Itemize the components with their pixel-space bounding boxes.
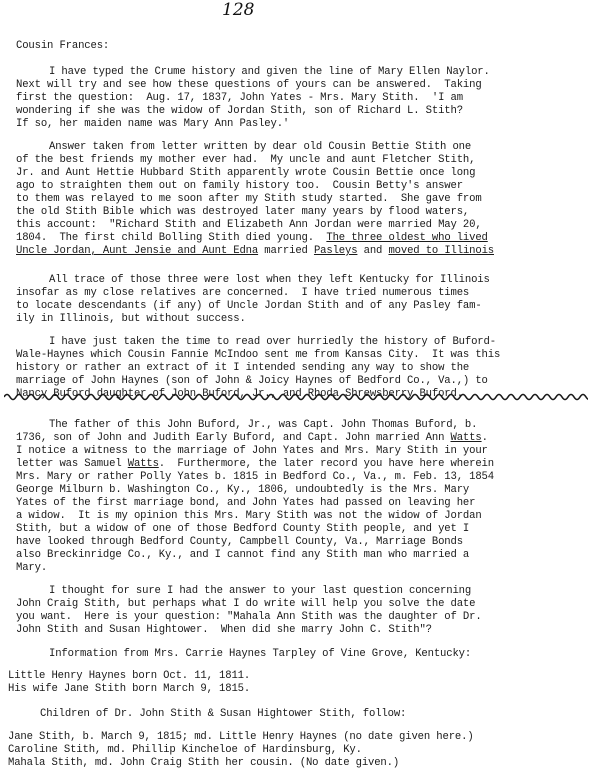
paragraph-6-line: John Craig Stith, but perhaps what I do write will help you solve the date: [16, 598, 476, 610]
paragraph-4-line: I have just taken the time to read over hurriedly the history of Buford-: [49, 336, 496, 348]
paragraph-6-line: I thought for sure I had the answer to your last question concerning: [49, 585, 472, 597]
paragraph-4-line: Nancy Buford daughter of John Buford, Jr., and Rhoda Shrewsberry Buford.: [16, 388, 463, 400]
paragraph-5-line: also Breckinridge Co., Ky., and I cannot find any Stith man who married a: [16, 549, 470, 561]
paragraph-2-line: of the best friends my mother ever had. My uncle and aunt Fletcher Stith,: [16, 154, 476, 166]
paragraph-1-line: If so, her maiden name was Mary Ann Pasley.': [16, 118, 290, 130]
birth-record: Little Henry Haynes born Oct. 11, 1811.: [8, 670, 251, 682]
paragraph-1-line: first the question: Aug. 17, 1837, John Yates - Mrs. Mary Stith. 'I am: [16, 92, 463, 104]
paragraph-2-line: Jr. and Aunt Hettie Hubbard Stith apparently wrote Cousin Bettie once long: [16, 167, 476, 179]
paragraph-5-line: I notice a witness to the marriage of John Yates and Mrs. Mary Stith in your: [16, 445, 488, 457]
paragraph-5-text: . Furthermore, the later record you have here wherein: [158, 458, 494, 470]
paragraph-5-line: Mary.: [16, 562, 48, 574]
paragraph-5-line: [16, 458, 494, 471]
paragraph-4-line: history or rather an extract of it I intended sending any way to show the: [16, 362, 470, 374]
paragraph-2-text: and: [357, 245, 389, 257]
underlined-phrase: Pasleys: [313, 245, 358, 257]
paragraph-2-line: Answer taken from letter written by dear old Cousin Bettie Stith one: [49, 141, 472, 153]
underlined-phrase: The three oldest who lived: [326, 232, 488, 244]
children-heading: Children of Dr. John Stith & Susan Hightower Stith, follow:: [40, 708, 407, 720]
paragraph-2-line: the old Stith Bible which was destroyed later many years by flood waters,: [16, 206, 470, 218]
paragraph-2-text: 1804. The first child Bolling Stith died young.: [16, 232, 314, 244]
paragraph-5-text: .: [481, 432, 488, 444]
paragraph-5-text: 1736, son of John and Judith Early Buford, and Capt. John married Ann: [16, 432, 451, 444]
paragraph-2-line: this account: "Richard Stith and Elizabeth Ann Jordan were married May 20,: [16, 219, 482, 231]
underlined-name: Watts: [127, 458, 159, 470]
child-record: Mahala Stith, md. John Craig Stith her cousin. (No date given.): [8, 757, 400, 769]
paragraph-4-line: marriage of John Haynes (son of John & Joicy Haynes of Bedford Co., Va.,) to: [16, 375, 488, 387]
paragraph-5-line: George Milburn b. Washington Co., Ky., 1806, undoubtedly is the Mrs. Mary: [16, 484, 470, 496]
child-record: Caroline Stith, md. Phillip Kincheloe of Hardinsburg, Ky.: [8, 744, 362, 756]
paragraph-2-line: ago to straighten them out on family history too. Cousin Betty's answer: [16, 180, 463, 192]
paragraph-5-line: The father of this John Buford, Jr., was Capt. John Thomas Buford, b.: [49, 419, 478, 431]
paragraph-1-line: Next will try and see how these questions of yours can be answered. Taking: [16, 79, 482, 91]
paragraph-5-line: a widow. It is my opinion this Mrs. Mary Stith was not the widow of Jordan: [16, 510, 482, 522]
paragraph-3-line: ily in Illinois, but without success.: [16, 313, 246, 325]
paragraph-3-line: insofar as my close relatives are concerned. I have tried numerous times: [16, 287, 470, 299]
paragraph-3-line: All trace of those three were lost when they left Kentucky for Illinois: [49, 274, 490, 286]
underlined-name: Watts: [450, 432, 482, 444]
paragraph-5-text: letter was Samuel: [16, 458, 128, 470]
paragraph-6-line: John Stith and Susan Hightower. When did she marry John C. Stith"?: [16, 624, 432, 636]
strikethrough-squiggle: [4, 392, 588, 402]
birth-record: His wife Jane Stith born March 9, 1815.: [8, 683, 251, 695]
paragraph-5-line: Stith, but a widow of one of those Bedford County Stith people, and yet I: [16, 523, 470, 535]
child-record: Jane Stith, b. March 9, 1815; md. Little Henry Haynes (no date given here.): [8, 731, 474, 743]
paragraph-5-line: [16, 432, 488, 445]
underlined-phrase: moved to Illinois: [388, 245, 494, 257]
paragraph-1-line: I have typed the Crume history and given the line of Mary Ellen Naylor.: [49, 66, 490, 78]
paragraph-1-line: wondering if she was the widow of Jordan Stith, son of Richard L. Stith?: [16, 105, 463, 117]
paragraph-3-line: to locate descendants (if any) of Uncle Jordan Stith and of any Pasley fam-: [16, 300, 482, 312]
handwritten-page-number: 128: [222, 0, 255, 20]
paragraph-4-line: Wale-Haynes which Cousin Fannie McIndoo sent me from Kansas City. It was this: [16, 349, 501, 361]
paragraph-6-line: you want. Here is your question: "Mahala Ann Stith was the daughter of Dr.: [16, 611, 482, 623]
paragraph-5-line: have looked through Bedford County, Campbell County, Va., Marriage Bonds: [16, 536, 463, 548]
information-heading: Information from Mrs. Carrie Haynes Tarpley of Vine Grove, Kentucky:: [49, 648, 472, 660]
paragraph-2-line: [16, 245, 494, 258]
paragraph-5-line: Mrs. Mary or rather Polly Yates b. 1815 in Bedford Co., Va., m. Feb. 13, 1854: [16, 471, 494, 483]
paragraph-2-line: [16, 232, 488, 245]
salutation: Cousin Frances:: [16, 40, 110, 52]
paragraph-2-line: to them was relayed to me soon after my Stith study started. She gave from: [16, 193, 482, 205]
paragraph-2-text: married: [258, 245, 314, 257]
paragraph-5-line: Yates of the first marriage bond, and John Yates had passed on leaving her: [16, 497, 476, 509]
underlined-phrase: Uncle Jordan, Aunt Jensie and Aunt Edna: [16, 245, 259, 257]
